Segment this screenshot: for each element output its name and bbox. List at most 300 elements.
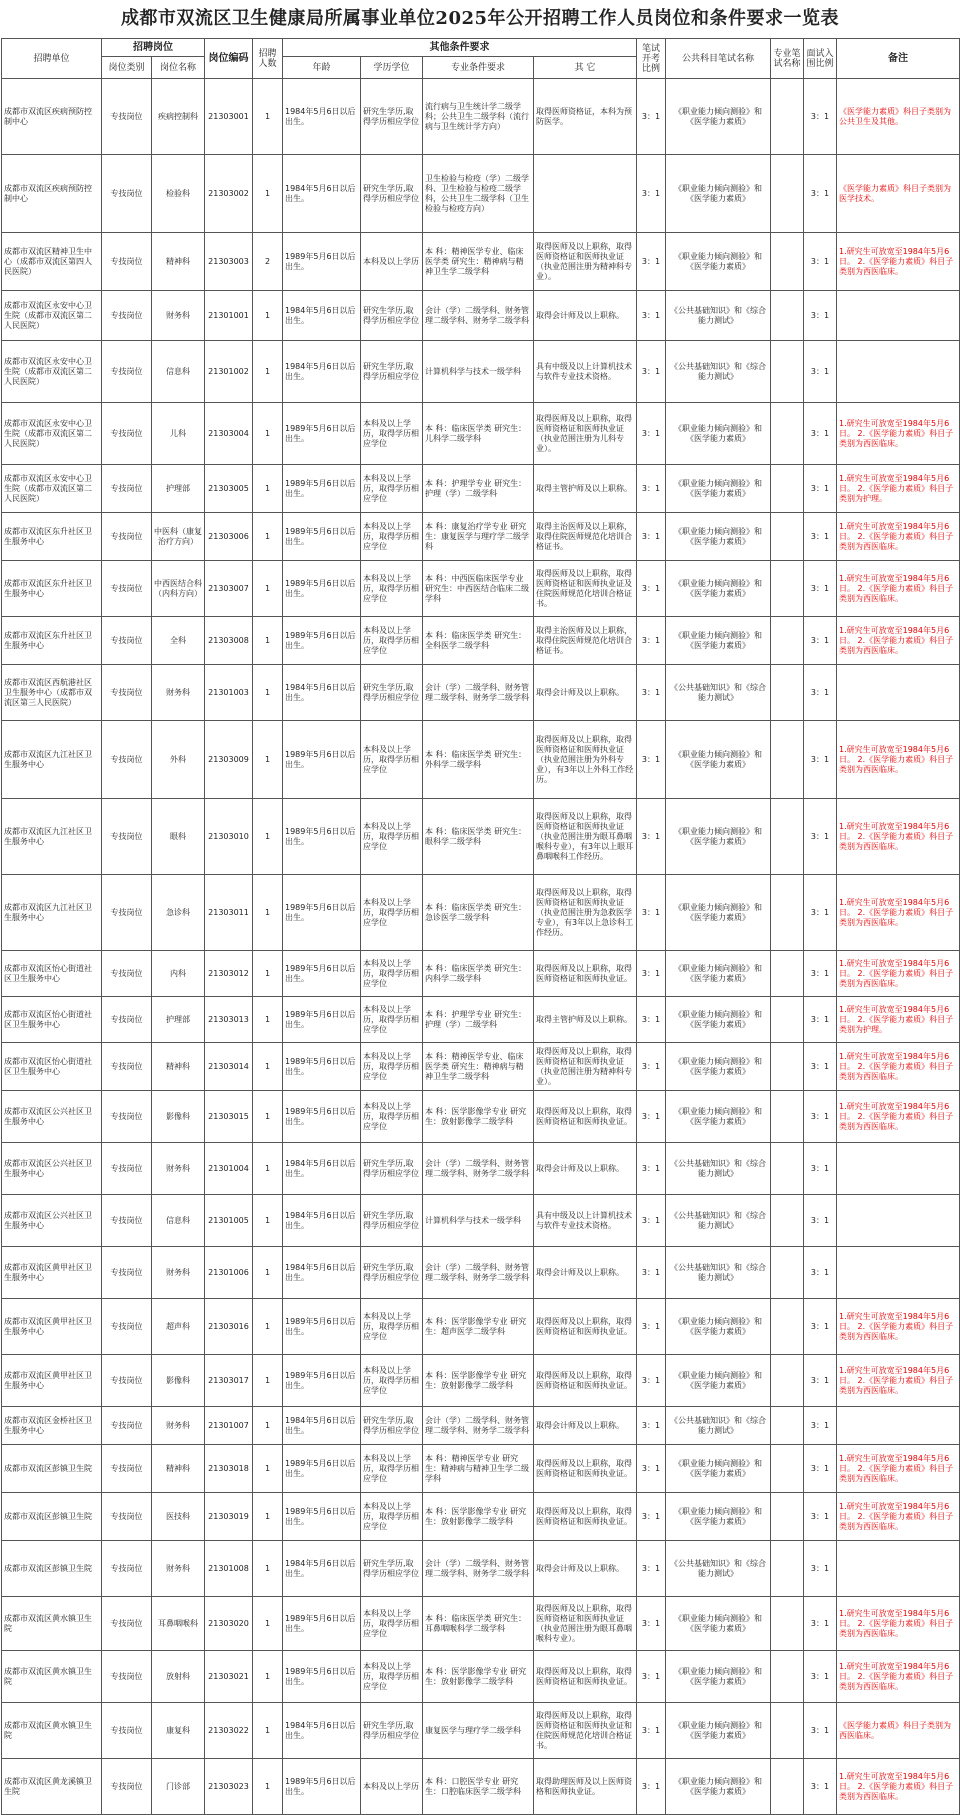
count-cell: 1 [253, 1597, 283, 1651]
pro-exam-cell [771, 1143, 804, 1195]
remark-cell: 1.研究生可放宽至1984年5月6日。 2.《医学能力素质》科目子类别为西医临床。 [837, 1493, 960, 1541]
remark-cell: 1.研究生可放宽至1984年5月6日。 2.《医学能力素质》科目子类别为西医临床。 [837, 1445, 960, 1493]
unit-cell: 成都市双流区黄甲社区卫生服务中心 [2, 1355, 102, 1407]
header-other-group: 其他条件要求 [283, 39, 637, 57]
other-cell: 取得医师及以上职称，取得医师资格证和医师执业证（执业范围注册为儿科专业）。 [534, 403, 637, 465]
ratio-cell: 3：1 [637, 665, 666, 721]
remark-cell: 1.研究生可放宽至1984年5月6日。 2.《医学能力素质》科目子类别为西医临床。 [837, 1759, 960, 1815]
major-cell: 卫生检验与检疫（学）二级学科、卫生检验与检疫二级学科，公共卫生二级学科（卫生检验与检疫方向） [423, 155, 534, 233]
ratio-cell: 3：1 [637, 341, 666, 403]
pro-exam-cell [771, 1407, 804, 1445]
ratio-cell: 3：1 [637, 1143, 666, 1195]
pro-exam-cell [771, 1703, 804, 1759]
remark-cell [837, 1541, 960, 1597]
count-cell: 1 [253, 1299, 283, 1355]
edu-cell: 本科及以上学历，取得学历相应学位 [361, 1043, 423, 1091]
other-cell: 取得医师及以上职称，取得医师资格证和医师执业证（执业范围注册为眼耳鼻咽喉科专业）。 [534, 1597, 637, 1651]
major-cell: 本 科：临床医学类 研究生：眼科学二级学科 [423, 799, 534, 875]
other-cell: 取得医师及以上职称，取得医师资格证和医师执业证。 [534, 1299, 637, 1355]
count-cell: 1 [253, 1703, 283, 1759]
count-cell: 1 [253, 403, 283, 465]
category-cell: 专技岗位 [102, 665, 152, 721]
table-row [2, 1541, 960, 1597]
age-cell: 1989年5月6日以后出生。 [283, 561, 361, 617]
unit-cell: 成都市双流区公兴社区卫生服务中心 [2, 1091, 102, 1143]
exam-cell: 《职业能力倾向测验》和《医学能力素质》 [666, 875, 771, 951]
count-cell: 1 [253, 799, 283, 875]
post-name-cell: 急诊科 [152, 875, 205, 951]
unit-cell: 成都市双流区永安中心卫生院（成都市双流区第二人民医院） [2, 465, 102, 513]
post-name-cell: 内科 [152, 951, 205, 997]
header-age: 年龄 [283, 57, 361, 79]
table-row [2, 875, 960, 951]
interview-cell: 3：1 [804, 1541, 837, 1597]
other-cell: 取得医师及以上职称，取得医师资格证和医师执业证及住院医师规范化培训合格证书。 [534, 561, 637, 617]
count-cell: 1 [253, 1493, 283, 1541]
age-cell: 1984年5月6日以后出生。 [283, 1703, 361, 1759]
table-row [2, 1299, 960, 1355]
pro-exam-cell [771, 665, 804, 721]
other-cell: 取得医师及以上职称，取得医师资格证和医师执业证。 [534, 1493, 637, 1541]
ratio-cell: 3：1 [637, 155, 666, 233]
remark-cell: 1.研究生可放宽至1984年5月6日。 2.《医学能力素质》科目子类别为西医临床。 [837, 617, 960, 665]
count-cell: 1 [253, 1541, 283, 1597]
unit-cell: 成都市双流区彭镇卫生院 [2, 1493, 102, 1541]
exam-cell: 《职业能力倾向测验》和《医学能力素质》 [666, 79, 771, 155]
table-row [2, 617, 960, 665]
exam-cell: 《职业能力倾向测验》和《医学能力素质》 [666, 1299, 771, 1355]
category-cell: 专技岗位 [102, 291, 152, 341]
edu-cell: 研究生学历,取得学历相应学位 [361, 665, 423, 721]
remark-cell: 1.研究生可放宽至1984年5月6日。 2.《医学能力素质》科目子类别为西医临床。 [837, 1651, 960, 1703]
edu-cell: 研究生学历,取得学历相应学位 [361, 1407, 423, 1445]
count-cell: 2 [253, 233, 283, 291]
count-cell: 1 [253, 291, 283, 341]
category-cell: 专技岗位 [102, 1299, 152, 1355]
remark-cell: 1.研究生可放宽至1984年5月6日。 2.《医学能力素质》科目子类别为西医临床。 [837, 1091, 960, 1143]
table-row [2, 1195, 960, 1247]
age-cell: 1989年5月6日以后出生。 [283, 799, 361, 875]
count-cell: 1 [253, 1759, 283, 1815]
ratio-cell: 3：1 [637, 1355, 666, 1407]
category-cell: 专技岗位 [102, 1445, 152, 1493]
exam-cell: 《职业能力倾向测验》和《医学能力素质》 [666, 1493, 771, 1541]
exam-cell: 《职业能力倾向测验》和《医学能力素质》 [666, 1091, 771, 1143]
edu-cell: 研究生学历,取得学历相应学位 [361, 291, 423, 341]
category-cell: 专技岗位 [102, 403, 152, 465]
other-cell: 取得医师及以上职称，取得医师资格证和医师执业证。 [534, 1091, 637, 1143]
age-cell: 1989年5月6日以后出生。 [283, 1759, 361, 1815]
unit-cell: 成都市双流区疾病预防控制中心 [2, 79, 102, 155]
post-name-cell: 中医科（康复治疗方向） [152, 513, 205, 561]
count-cell: 1 [253, 513, 283, 561]
header-count: 招聘人数 [253, 39, 283, 79]
exam-cell: 《公共基础知识》和《综合能力测试》 [666, 291, 771, 341]
edu-cell: 本科及以上学历 [361, 1759, 423, 1815]
count-cell: 1 [253, 997, 283, 1043]
ratio-cell: 3：1 [637, 1493, 666, 1541]
major-cell: 本 科：医学影像学专业 研究生：超声医学二级学科 [423, 1299, 534, 1355]
interview-cell: 3：1 [804, 233, 837, 291]
remark-cell: 1.研究生可放宽至1984年5月6日。 2.《医学能力素质》科目子类别为西医临床。 [837, 1355, 960, 1407]
header-unit: 招聘单位 [2, 39, 102, 79]
post-name-cell: 财务科 [152, 1143, 205, 1195]
table-row [2, 155, 960, 233]
other-cell: 取得主治医师及以上职称，取得住院医师规范化培训合格证书。 [534, 513, 637, 561]
other-cell: 取得助理医师及以上医师资格和医师执业证。 [534, 1759, 637, 1815]
age-cell: 1989年5月6日以后出生。 [283, 1355, 361, 1407]
table-row [2, 1493, 960, 1541]
remark-cell: 1.研究生可放宽至1984年5月6日。 2.《医学能力素质》科目子类别为护理。 [837, 465, 960, 513]
edu-cell: 本科及以上学历，取得学历相应学位 [361, 465, 423, 513]
post-name-cell: 财务科 [152, 1541, 205, 1597]
code-cell: 21303021 [205, 1651, 253, 1703]
remark-cell: 1.研究生可放宽至1984年5月6日。 2.《医学能力素质》科目子类别为西医临床。 [837, 721, 960, 799]
code-cell: 21303009 [205, 721, 253, 799]
table-row [2, 1651, 960, 1703]
interview-cell: 3：1 [804, 1759, 837, 1815]
other-cell: 取得会计师及以上职称。 [534, 1407, 637, 1445]
ratio-cell: 3：1 [637, 1703, 666, 1759]
pro-exam-cell [771, 79, 804, 155]
exam-cell: 《职业能力倾向测验》和《医学能力素质》 [666, 951, 771, 997]
header-other: 其 它 [534, 57, 637, 79]
other-cell: 取得医师及以上职称，取得医师资格证和医师执业证。 [534, 1355, 637, 1407]
age-cell: 1984年5月6日以后出生。 [283, 1247, 361, 1299]
post-name-cell: 财务科 [152, 1407, 205, 1445]
edu-cell: 本科及以上学历，取得学历相应学位 [361, 1651, 423, 1703]
age-cell: 1984年5月6日以后出生。 [283, 341, 361, 403]
exam-cell: 《职业能力倾向测验》和《医学能力素质》 [666, 233, 771, 291]
table-body [2, 79, 960, 1815]
table-row [2, 403, 960, 465]
age-cell: 1989年5月6日以后出生。 [283, 997, 361, 1043]
edu-cell: 本科及以上学历，取得学历相应学位 [361, 1299, 423, 1355]
interview-cell: 3：1 [804, 403, 837, 465]
code-cell: 21301003 [205, 665, 253, 721]
code-cell: 21303006 [205, 513, 253, 561]
major-cell: 本 科：医学影像学专业 研究生：放射影像学二级学科 [423, 1493, 534, 1541]
unit-cell: 成都市双流区永安中心卫生院（成都市双流区第二人民医院） [2, 403, 102, 465]
code-cell: 21303020 [205, 1597, 253, 1651]
ratio-cell: 3：1 [637, 1597, 666, 1651]
table-row [2, 1091, 960, 1143]
post-name-cell: 全科 [152, 617, 205, 665]
pro-exam-cell [771, 513, 804, 561]
remark-cell: 1.研究生可放宽至1984年5月6日。 2.《医学能力素质》科目子类别为西医临床。 [837, 403, 960, 465]
category-cell: 专技岗位 [102, 1651, 152, 1703]
post-name-cell: 精神科 [152, 1445, 205, 1493]
table-row [2, 1143, 960, 1195]
category-cell: 专技岗位 [102, 1355, 152, 1407]
edu-cell: 本科及以上学历，取得学历相应学位 [361, 997, 423, 1043]
unit-cell: 成都市双流区彭镇卫生院 [2, 1445, 102, 1493]
remark-cell: 1.研究生可放宽至1984年5月6日。 2.《医学能力素质》科目子类别为西医临床。 [837, 1597, 960, 1651]
other-cell: 取得医师及以上职称，取得医师资格证和医师执业证（执业范围注册为眼耳鼻咽喉科专业），有3年以上眼耳鼻咽喉科工作经历。 [534, 799, 637, 875]
major-cell: 本 科：精神医学专业 研究生：精神病与精神卫生学二级学科 [423, 1445, 534, 1493]
table-row [2, 721, 960, 799]
ratio-cell: 3：1 [637, 291, 666, 341]
age-cell: 1984年5月6日以后出生。 [283, 665, 361, 721]
interview-cell: 3：1 [804, 1247, 837, 1299]
category-cell: 专技岗位 [102, 1043, 152, 1091]
code-cell: 21303015 [205, 1091, 253, 1143]
category-cell: 专技岗位 [102, 1703, 152, 1759]
unit-cell: 成都市双流区东升社区卫生服务中心 [2, 561, 102, 617]
pro-exam-cell [771, 233, 804, 291]
table-row [2, 465, 960, 513]
header-post-group: 招聘岗位 [102, 39, 205, 57]
category-cell: 专技岗位 [102, 617, 152, 665]
pro-exam-cell [771, 1445, 804, 1493]
major-cell: 本 科：中西医临床医学专业 研究生：中西医结合临床二级学科 [423, 561, 534, 617]
edu-cell: 本科及以上学历，取得学历相应学位 [361, 617, 423, 665]
category-cell: 专技岗位 [102, 1597, 152, 1651]
age-cell: 1984年5月6日以后出生。 [283, 1541, 361, 1597]
age-cell: 1989年5月6日以后出生。 [283, 1597, 361, 1651]
header-ratio: 笔试开考比例 [637, 39, 666, 79]
ratio-cell: 3：1 [637, 997, 666, 1043]
count-cell: 1 [253, 561, 283, 617]
table-row [2, 1597, 960, 1651]
interview-cell: 3：1 [804, 465, 837, 513]
other-cell: 具有中级及以上计算机技术与软件专业技术资格。 [534, 1195, 637, 1247]
post-name-cell: 精神科 [152, 1043, 205, 1091]
pro-exam-cell [771, 1355, 804, 1407]
edu-cell: 研究生学历,取得学历相应学位 [361, 155, 423, 233]
category-cell: 专技岗位 [102, 513, 152, 561]
other-cell: 取得会计师及以上职称。 [534, 1247, 637, 1299]
unit-cell: 成都市双流区怡心街道社区卫生服务中心 [2, 1043, 102, 1091]
count-cell: 1 [253, 1445, 283, 1493]
code-cell: 21303008 [205, 617, 253, 665]
exam-cell: 《公共基础知识》和《综合能力测试》 [666, 1407, 771, 1445]
unit-cell: 成都市双流区西航港社区卫生服务中心（成都市双流区第三人民医院） [2, 665, 102, 721]
count-cell: 1 [253, 1043, 283, 1091]
count-cell: 1 [253, 721, 283, 799]
category-cell: 专技岗位 [102, 233, 152, 291]
header-pro-exam: 专业笔试名称 [771, 39, 804, 79]
recruitment-table [1, 38, 960, 1815]
code-cell: 21303014 [205, 1043, 253, 1091]
major-cell: 本 科：医学影像学专业 研究生：放射影像学二级学科 [423, 1355, 534, 1407]
major-cell: 会计（学）二级学科、财务管理二级学科、财务学二级学科 [423, 1247, 534, 1299]
age-cell: 1984年5月6日以后出生。 [283, 1143, 361, 1195]
code-cell: 21303003 [205, 233, 253, 291]
exam-cell: 《职业能力倾向测验》和《医学能力素质》 [666, 1355, 771, 1407]
ratio-cell: 3：1 [637, 799, 666, 875]
interview-cell: 3：1 [804, 1143, 837, 1195]
table-row [2, 1703, 960, 1759]
code-cell: 21301007 [205, 1407, 253, 1445]
exam-cell: 《职业能力倾向测验》和《医学能力素质》 [666, 997, 771, 1043]
exam-cell: 《职业能力倾向测验》和《医学能力素质》 [666, 1759, 771, 1815]
pro-exam-cell [771, 561, 804, 617]
age-cell: 1984年5月6日以后出生。 [283, 1195, 361, 1247]
edu-cell: 本科及以上学历，取得学历相应学位 [361, 1445, 423, 1493]
interview-cell: 3：1 [804, 721, 837, 799]
edu-cell: 本科及以上学历，取得学历相应学位 [361, 561, 423, 617]
table-row [2, 513, 960, 561]
post-name-cell: 财务科 [152, 291, 205, 341]
interview-cell: 3：1 [804, 997, 837, 1043]
exam-cell: 《职业能力倾向测验》和《医学能力素质》 [666, 1597, 771, 1651]
major-cell: 本 科：护理学专业 研究生：护理（学）二级学科 [423, 465, 534, 513]
major-cell: 本 科：精神医学专业、临床医学类 研究生：精神病与精神卫生学二级学科 [423, 1043, 534, 1091]
age-cell: 1989年5月6日以后出生。 [283, 875, 361, 951]
pro-exam-cell [771, 1247, 804, 1299]
other-cell [534, 155, 637, 233]
category-cell: 专技岗位 [102, 997, 152, 1043]
unit-cell: 成都市双流区黄水镇卫生院 [2, 1703, 102, 1759]
count-cell: 1 [253, 665, 283, 721]
interview-cell: 3：1 [804, 291, 837, 341]
table-row [2, 561, 960, 617]
age-cell: 1989年5月6日以后出生。 [283, 1043, 361, 1091]
ratio-cell: 3：1 [637, 721, 666, 799]
pro-exam-cell [771, 1651, 804, 1703]
age-cell: 1984年5月6日以后出生。 [283, 155, 361, 233]
unit-cell: 成都市双流区永安中心卫生院（成都市双流区第二人民医院） [2, 341, 102, 403]
exam-cell: 《职业能力倾向测验》和《医学能力素质》 [666, 617, 771, 665]
table-row [2, 79, 960, 155]
exam-cell: 《公共基础知识》和《综合能力测试》 [666, 1195, 771, 1247]
age-cell: 1989年5月6日以后出生。 [283, 721, 361, 799]
interview-cell: 3：1 [804, 341, 837, 403]
unit-cell: 成都市双流区东升社区卫生服务中心 [2, 513, 102, 561]
other-cell: 取得会计师及以上职称。 [534, 291, 637, 341]
unit-cell: 成都市双流区黄水镇卫生院 [2, 1651, 102, 1703]
code-cell: 21301008 [205, 1541, 253, 1597]
unit-cell: 成都市双流区精神卫生中心（成都市双流区第四人民医院） [2, 233, 102, 291]
exam-cell: 《职业能力倾向测验》和《医学能力素质》 [666, 403, 771, 465]
pro-exam-cell [771, 155, 804, 233]
remark-cell [837, 1407, 960, 1445]
count-cell: 1 [253, 1247, 283, 1299]
interview-cell: 3：1 [804, 1355, 837, 1407]
ratio-cell: 3：1 [637, 1445, 666, 1493]
major-cell: 本 科：临床医学类 研究生：急诊医学二级学科 [423, 875, 534, 951]
ratio-cell: 3：1 [637, 1247, 666, 1299]
category-cell: 专技岗位 [102, 1195, 152, 1247]
age-cell: 1984年5月6日以后出生。 [283, 1407, 361, 1445]
category-cell: 专技岗位 [102, 1247, 152, 1299]
age-cell: 1989年5月6日以后出生。 [283, 1299, 361, 1355]
header-post-name: 岗位名称 [152, 57, 205, 79]
other-cell: 取得会计师及以上职称。 [534, 665, 637, 721]
category-cell: 专技岗位 [102, 1541, 152, 1597]
pro-exam-cell [771, 341, 804, 403]
table-row [2, 665, 960, 721]
code-cell: 21301004 [205, 1143, 253, 1195]
interview-cell: 3：1 [804, 951, 837, 997]
ratio-cell: 3：1 [637, 1759, 666, 1815]
category-cell: 专技岗位 [102, 1759, 152, 1815]
code-cell: 21303005 [205, 465, 253, 513]
code-cell: 21303012 [205, 951, 253, 997]
remark-cell: 《医学能力素质》科目子类别为西医临床。 [837, 1703, 960, 1759]
interview-cell: 3：1 [804, 1703, 837, 1759]
unit-cell: 成都市双流区永安中心卫生院（成都市双流区第二人民医院） [2, 291, 102, 341]
pro-exam-cell [771, 951, 804, 997]
post-name-cell: 康复科 [152, 1703, 205, 1759]
pro-exam-cell [771, 721, 804, 799]
code-cell: 21301002 [205, 341, 253, 403]
header-remark: 备注 [837, 39, 960, 79]
count-cell: 1 [253, 341, 283, 403]
remark-cell: 1.研究生可放宽至1984年5月6日。 2.《医学能力素质》科目子类别为西医临床。 [837, 951, 960, 997]
interview-cell: 3：1 [804, 799, 837, 875]
pro-exam-cell [771, 997, 804, 1043]
exam-cell: 《公共基础知识》和《综合能力测试》 [666, 1247, 771, 1299]
post-name-cell: 眼科 [152, 799, 205, 875]
table-row [2, 1355, 960, 1407]
pro-exam-cell [771, 1541, 804, 1597]
code-cell: 21303018 [205, 1445, 253, 1493]
exam-cell: 《公共基础知识》和《综合能力测试》 [666, 1541, 771, 1597]
major-cell: 本 科：护理学专业 研究生：护理（学）二级学科 [423, 997, 534, 1043]
major-cell: 会计（学）二级学科、财务管理二级学科、财务学二级学科 [423, 665, 534, 721]
table-row [2, 1407, 960, 1445]
other-cell: 取得主管护师及以上职称。 [534, 465, 637, 513]
code-cell: 21303016 [205, 1299, 253, 1355]
table-row [2, 341, 960, 403]
remark-cell: 1.研究生可放宽至1984年5月6日。 2.《医学能力素质》科目子类别为护理。 [837, 997, 960, 1043]
interview-cell: 3：1 [804, 1651, 837, 1703]
unit-cell: 成都市双流区九江社区卫生服务中心 [2, 721, 102, 799]
category-cell: 专技岗位 [102, 799, 152, 875]
remark-cell [837, 1195, 960, 1247]
edu-cell: 本科及以上学历，取得学历相应学位 [361, 403, 423, 465]
post-name-cell: 护理部 [152, 997, 205, 1043]
unit-cell: 成都市双流区黄甲社区卫生服务中心 [2, 1299, 102, 1355]
interview-cell: 3：1 [804, 665, 837, 721]
category-cell: 专技岗位 [102, 561, 152, 617]
count-cell: 1 [253, 875, 283, 951]
category-cell: 专技岗位 [102, 155, 152, 233]
remark-cell: 1.研究生可放宽至1984年5月6日。 2.《医学能力素质》科目子类别为西医临床。 [837, 1043, 960, 1091]
count-cell: 1 [253, 1091, 283, 1143]
ratio-cell: 3：1 [637, 1091, 666, 1143]
major-cell: 本 科：医学影像学专业 研究生：放射影像学二级学科 [423, 1651, 534, 1703]
other-cell: 取得主管护师及以上职称。 [534, 997, 637, 1043]
exam-cell: 《职业能力倾向测验》和《医学能力素质》 [666, 465, 771, 513]
pro-exam-cell [771, 1299, 804, 1355]
other-cell: 取得医师资格证，本科为预防医学。 [534, 79, 637, 155]
interview-cell: 3：1 [804, 1407, 837, 1445]
remark-cell: 《医学能力素质》科目子类别为公共卫生及其他。 [837, 79, 960, 155]
remark-cell: 1.研究生可放宽至1984年5月6日。 2.《医学能力素质》科目子类别为西医临床。 [837, 233, 960, 291]
code-cell: 21303023 [205, 1759, 253, 1815]
post-name-cell: 中西医结合科（内科方向） [152, 561, 205, 617]
ratio-cell: 3：1 [637, 79, 666, 155]
ratio-cell: 3：1 [637, 561, 666, 617]
major-cell: 计算机科学与技术一级学科 [423, 341, 534, 403]
category-cell: 专技岗位 [102, 79, 152, 155]
page-title: 成都市双流区卫生健康局所属事业单位2025年公开招聘工作人员岗位和条件要求一览表 [120, 8, 840, 29]
post-name-cell: 医技科 [152, 1493, 205, 1541]
interview-cell: 3：1 [804, 561, 837, 617]
edu-cell: 本科及以上学历，取得学历相应学位 [361, 799, 423, 875]
post-name-cell: 护理部 [152, 465, 205, 513]
code-cell: 21303002 [205, 155, 253, 233]
exam-cell: 《职业能力倾向测验》和《医学能力素质》 [666, 155, 771, 233]
table-row [2, 1445, 960, 1493]
pro-exam-cell [771, 617, 804, 665]
post-name-cell: 超声科 [152, 1299, 205, 1355]
unit-cell: 成都市双流区九江社区卫生服务中心 [2, 799, 102, 875]
header-category: 岗位类别 [102, 57, 152, 79]
